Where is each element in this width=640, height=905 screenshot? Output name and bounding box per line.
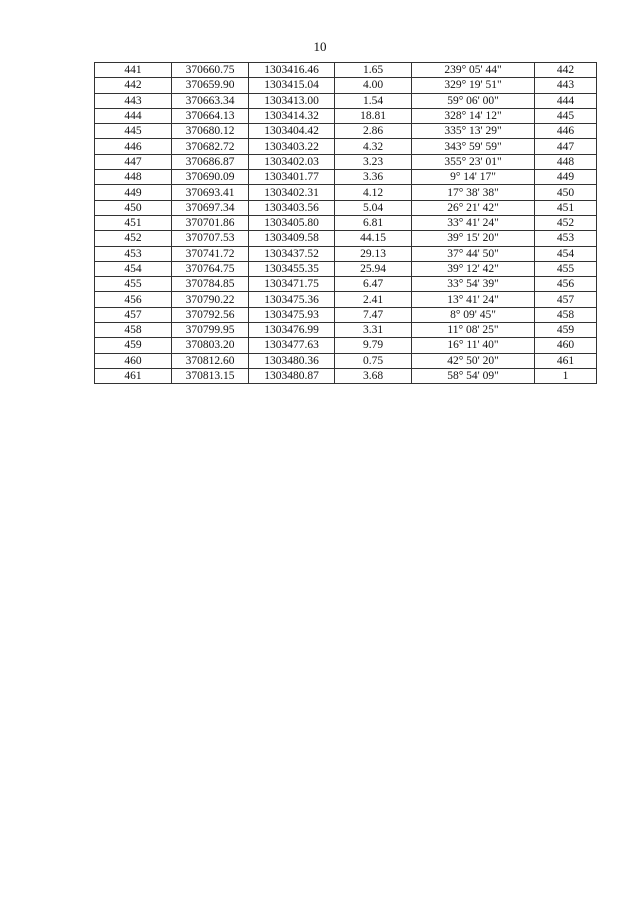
y-coordinate-cell: 1303480.87 bbox=[249, 368, 335, 383]
point-number-cell: 450 bbox=[95, 200, 172, 215]
distance-cell: 1.65 bbox=[335, 63, 412, 78]
table-row bbox=[95, 338, 597, 353]
x-coordinate-cell: 370812.60 bbox=[172, 353, 249, 368]
page-number: 10 bbox=[313, 39, 327, 54]
point-number-cell: 442 bbox=[95, 78, 172, 93]
x-coordinate-cell: 370659.90 bbox=[172, 78, 249, 93]
x-coordinate-cell: 370697.34 bbox=[172, 200, 249, 215]
x-coordinate-cell: 370803.20 bbox=[172, 338, 249, 353]
direction-angle-cell: 42° 50' 20" bbox=[412, 353, 535, 368]
y-coordinate-cell: 1303455.35 bbox=[249, 261, 335, 276]
x-coordinate-cell: 370813.15 bbox=[172, 368, 249, 383]
distance-cell: 3.68 bbox=[335, 368, 412, 383]
y-coordinate-cell: 1303403.22 bbox=[249, 139, 335, 154]
y-coordinate-cell: 1303402.03 bbox=[249, 154, 335, 169]
table-row bbox=[95, 93, 597, 108]
y-coordinate-cell: 1303480.36 bbox=[249, 353, 335, 368]
direction-angle-cell: 343° 59' 59" bbox=[412, 139, 535, 154]
x-coordinate-cell: 370790.22 bbox=[172, 292, 249, 307]
direction-angle-cell: 58° 54' 09" bbox=[412, 368, 535, 383]
next-point-cell: 460 bbox=[535, 338, 597, 353]
y-coordinate-cell: 1303471.75 bbox=[249, 277, 335, 292]
point-number-cell: 443 bbox=[95, 93, 172, 108]
direction-angle-cell: 59° 06' 00" bbox=[412, 93, 535, 108]
point-number-cell: 457 bbox=[95, 307, 172, 322]
table-row bbox=[95, 277, 597, 292]
next-point-cell: 456 bbox=[535, 277, 597, 292]
table-row bbox=[95, 246, 597, 261]
direction-angle-cell: 9° 14' 17" bbox=[412, 170, 535, 185]
y-coordinate-cell: 1303401.77 bbox=[249, 170, 335, 185]
distance-cell: 3.23 bbox=[335, 154, 412, 169]
next-point-cell: 455 bbox=[535, 261, 597, 276]
distance-cell: 6.81 bbox=[335, 215, 412, 230]
distance-cell: 4.12 bbox=[335, 185, 412, 200]
direction-angle-cell: 33° 54' 39" bbox=[412, 277, 535, 292]
table-row bbox=[95, 154, 597, 169]
distance-cell: 1.54 bbox=[335, 93, 412, 108]
x-coordinate-cell: 370741.72 bbox=[172, 246, 249, 261]
x-coordinate-cell: 370764.75 bbox=[172, 261, 249, 276]
next-point-cell: 443 bbox=[535, 78, 597, 93]
distance-cell: 3.31 bbox=[335, 323, 412, 338]
y-coordinate-cell: 1303409.58 bbox=[249, 231, 335, 246]
table-row bbox=[95, 323, 597, 338]
point-number-cell: 455 bbox=[95, 277, 172, 292]
point-number-cell: 458 bbox=[95, 323, 172, 338]
x-coordinate-cell: 370792.56 bbox=[172, 307, 249, 322]
direction-angle-cell: 355° 23' 01" bbox=[412, 154, 535, 169]
next-point-cell: 461 bbox=[535, 353, 597, 368]
y-coordinate-cell: 1303414.32 bbox=[249, 108, 335, 123]
direction-angle-cell: 26° 21' 42" bbox=[412, 200, 535, 215]
table-row bbox=[95, 185, 597, 200]
distance-cell: 7.47 bbox=[335, 307, 412, 322]
y-coordinate-cell: 1303404.42 bbox=[249, 124, 335, 139]
distance-cell: 4.32 bbox=[335, 139, 412, 154]
coordinates-table-body bbox=[95, 63, 597, 384]
point-number-cell: 445 bbox=[95, 124, 172, 139]
x-coordinate-cell: 370701.86 bbox=[172, 215, 249, 230]
point-number-cell: 447 bbox=[95, 154, 172, 169]
next-point-cell: 444 bbox=[535, 93, 597, 108]
distance-cell: 44.15 bbox=[335, 231, 412, 246]
direction-angle-cell: 328° 14' 12" bbox=[412, 108, 535, 123]
distance-cell: 3.36 bbox=[335, 170, 412, 185]
y-coordinate-cell: 1303402.31 bbox=[249, 185, 335, 200]
x-coordinate-cell: 370664.13 bbox=[172, 108, 249, 123]
table-row bbox=[95, 78, 597, 93]
point-number-cell: 453 bbox=[95, 246, 172, 261]
x-coordinate-cell: 370693.41 bbox=[172, 185, 249, 200]
x-coordinate-cell: 370682.72 bbox=[172, 139, 249, 154]
point-number-cell: 444 bbox=[95, 108, 172, 123]
point-number-cell: 446 bbox=[95, 139, 172, 154]
table-row bbox=[95, 63, 597, 78]
direction-angle-cell: 37° 44' 50" bbox=[412, 246, 535, 261]
direction-angle-cell: 8° 09' 45" bbox=[412, 307, 535, 322]
point-number-cell: 441 bbox=[95, 63, 172, 78]
table-row bbox=[95, 368, 597, 383]
next-point-cell: 459 bbox=[535, 323, 597, 338]
direction-angle-cell: 329° 19' 51" bbox=[412, 78, 535, 93]
next-point-cell: 451 bbox=[535, 200, 597, 215]
x-coordinate-cell: 370660.75 bbox=[172, 63, 249, 78]
point-number-cell: 452 bbox=[95, 231, 172, 246]
y-coordinate-cell: 1303475.93 bbox=[249, 307, 335, 322]
direction-angle-cell: 335° 13' 29" bbox=[412, 124, 535, 139]
distance-cell: 2.86 bbox=[335, 124, 412, 139]
direction-angle-cell: 11° 08' 25" bbox=[412, 323, 535, 338]
direction-angle-cell: 39° 15' 20" bbox=[412, 231, 535, 246]
table-row bbox=[95, 170, 597, 185]
next-point-cell: 454 bbox=[535, 246, 597, 261]
y-coordinate-cell: 1303413.00 bbox=[249, 93, 335, 108]
distance-cell: 6.47 bbox=[335, 277, 412, 292]
direction-angle-cell: 17° 38' 38" bbox=[412, 185, 535, 200]
distance-cell: 0.75 bbox=[335, 353, 412, 368]
distance-cell: 5.04 bbox=[335, 200, 412, 215]
distance-cell: 29.13 bbox=[335, 246, 412, 261]
y-coordinate-cell: 1303476.99 bbox=[249, 323, 335, 338]
point-number-cell: 448 bbox=[95, 170, 172, 185]
direction-angle-cell: 239° 05' 44" bbox=[412, 63, 535, 78]
x-coordinate-cell: 370707.53 bbox=[172, 231, 249, 246]
point-number-cell: 456 bbox=[95, 292, 172, 307]
y-coordinate-cell: 1303403.56 bbox=[249, 200, 335, 215]
table-row bbox=[95, 108, 597, 123]
next-point-cell: 453 bbox=[535, 231, 597, 246]
distance-cell: 4.00 bbox=[335, 78, 412, 93]
y-coordinate-cell: 1303415.04 bbox=[249, 78, 335, 93]
direction-angle-cell: 13° 41' 24" bbox=[412, 292, 535, 307]
point-number-cell: 449 bbox=[95, 185, 172, 200]
table-row bbox=[95, 139, 597, 154]
next-point-cell: 452 bbox=[535, 215, 597, 230]
y-coordinate-cell: 1303416.46 bbox=[249, 63, 335, 78]
next-point-cell: 448 bbox=[535, 154, 597, 169]
y-coordinate-cell: 1303477.63 bbox=[249, 338, 335, 353]
table-row bbox=[95, 292, 597, 307]
next-point-cell: 446 bbox=[535, 124, 597, 139]
table-row bbox=[95, 261, 597, 276]
x-coordinate-cell: 370690.09 bbox=[172, 170, 249, 185]
distance-cell: 18.81 bbox=[335, 108, 412, 123]
table-row bbox=[95, 200, 597, 215]
y-coordinate-cell: 1303475.36 bbox=[249, 292, 335, 307]
x-coordinate-cell: 370686.87 bbox=[172, 154, 249, 169]
table-row bbox=[95, 353, 597, 368]
x-coordinate-cell: 370784.85 bbox=[172, 277, 249, 292]
next-point-cell: 449 bbox=[535, 170, 597, 185]
distance-cell: 2.41 bbox=[335, 292, 412, 307]
coordinates-table bbox=[94, 62, 597, 384]
point-number-cell: 461 bbox=[95, 368, 172, 383]
y-coordinate-cell: 1303405.80 bbox=[249, 215, 335, 230]
distance-cell: 25.94 bbox=[335, 261, 412, 276]
table-row bbox=[95, 215, 597, 230]
point-number-cell: 459 bbox=[95, 338, 172, 353]
next-point-cell: 450 bbox=[535, 185, 597, 200]
direction-angle-cell: 39° 12' 42" bbox=[412, 261, 535, 276]
point-number-cell: 460 bbox=[95, 353, 172, 368]
next-point-cell: 445 bbox=[535, 108, 597, 123]
x-coordinate-cell: 370680.12 bbox=[172, 124, 249, 139]
point-number-cell: 454 bbox=[95, 261, 172, 276]
x-coordinate-cell: 370663.34 bbox=[172, 93, 249, 108]
direction-angle-cell: 16° 11' 40" bbox=[412, 338, 535, 353]
next-point-cell: 442 bbox=[535, 63, 597, 78]
next-point-cell: 458 bbox=[535, 307, 597, 322]
table-row bbox=[95, 307, 597, 322]
direction-angle-cell: 33° 41' 24" bbox=[412, 215, 535, 230]
y-coordinate-cell: 1303437.52 bbox=[249, 246, 335, 261]
next-point-cell: 1 bbox=[535, 368, 597, 383]
table-row bbox=[95, 231, 597, 246]
next-point-cell: 447 bbox=[535, 139, 597, 154]
table-row bbox=[95, 124, 597, 139]
x-coordinate-cell: 370799.95 bbox=[172, 323, 249, 338]
next-point-cell: 457 bbox=[535, 292, 597, 307]
distance-cell: 9.79 bbox=[335, 338, 412, 353]
point-number-cell: 451 bbox=[95, 215, 172, 230]
